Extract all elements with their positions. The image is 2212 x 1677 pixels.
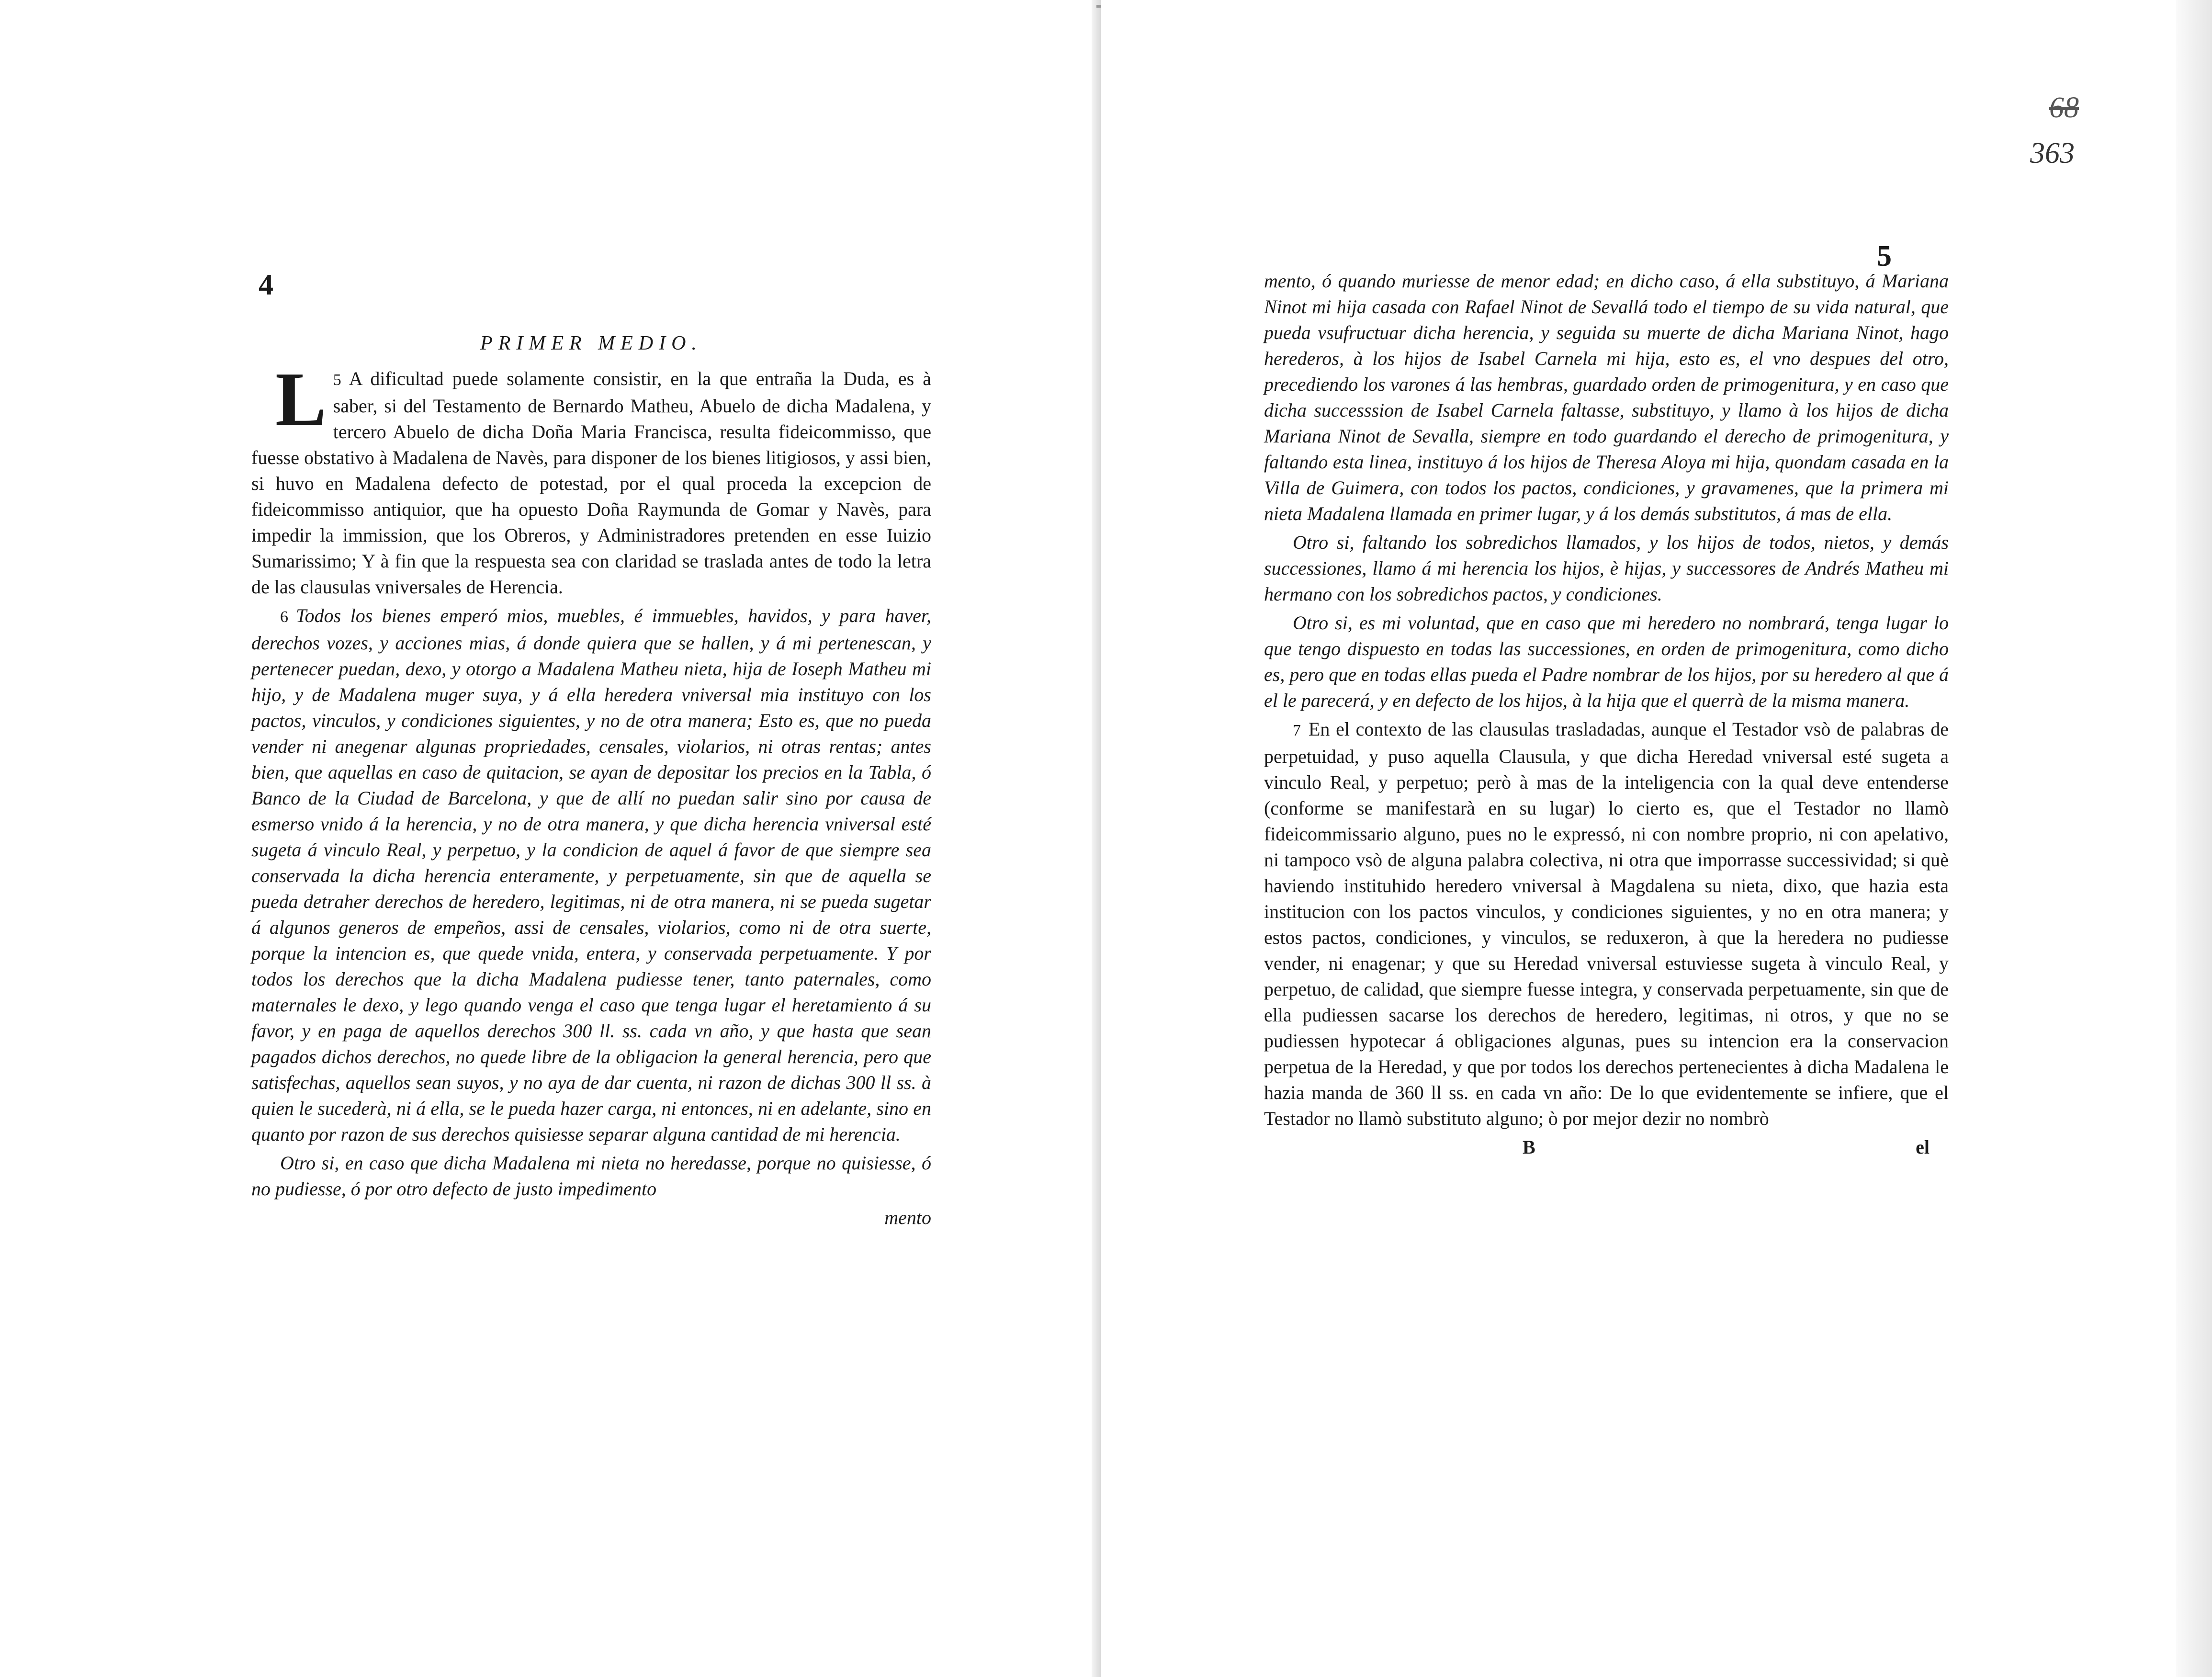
paragraph-7 bbox=[1264, 716, 1949, 1132]
paragraph-otro-si-2: Otro si, es mi voluntad, que en caso que mi heredero no nombrará, tenga lugar lo que tengo dispuesto en todas las successiones, en orden de primogenitura, como dicho es, pero que en todas ellas pueda el Padre nombrar de los hijos, por su heredero al que á el le parecerá, y en defecto de los hijos, à la hija que el querrà de la misma manera. bbox=[1264, 612, 1949, 711]
paragraph-number: 5 bbox=[333, 371, 341, 389]
left-text-column bbox=[251, 330, 931, 1231]
paragraph-text: A dificultad puede solamente consistir, en la que entraña la Duda, es à saber, si del Testamento de Bernardo Matheu, Abuelo de dicha Madalena, y tercero Abuelo de dicha Doña Maria Francisca, resulta fideicommisso, que fuesse obstativo à Madalena de Navès, para disponer de los bienes litigiosos, y assi bien, si huvo en Madalena defecto de potestad, por el qual proceda la excepcion de fideicommisso antiquior, que ha opuesto Doña Raymunda de Gomar y Navès, para impedir la immission, que los Obreros, y Administradores pretenden en esse Iuizio Sumarissimo; Y à fin que la respuesta sea con claridad se traslada antes de todo la letra de las clausulas vniversales de Herencia. bbox=[251, 368, 931, 598]
paragraph-text: En el contexto de las clausulas trasladadas, aunque el Testador vsò de palabras de perpetuidad, y puso aquella Clausula, y que dicha Heredad vniversal esté sugeta a vinculo Real, y perpetuo; però à mas de la inteligencia con la qual deve entenderse (conforme se manifestarà en su lugar) lo cierto es, que el Testador no llamò fideicommissario alguno, pues no le expressó, ni con nombre proprio, ni con apelativo, ni tampoco vsò de alguna palabra colectiva, ni otra que imporrasse successividad; si què haviendo instituhido heredero vniversal à Magdalena su nieta, dixo, que hazia esta institucion con los pactos vinculos, y condiciones siguientes, y no en otra manera; y estos pactos, condiciones, y vinculos, se reduxeron, à que la heredera no pudiesse vender, ni enagenar; y que su Heredad vniversal estuviesse sugeta à vinculo Real, y perpetuo, de calidad, que siempre fuesse integra, y conservada perpetuamente, sin que de ella pudiessen sacarse los derechos de heredero, legitimas, ni otros, y que no se pudiessen hypotecar á obligaciones algunas, pues su intencion era la conservacion perpetua de la Heredad, y que por todos los derechos pertenecientes à dicha Madalena le hazia manda de 360 ll ss. en cada vn año: De lo que evidentemente se infiere, que el Testador no llamò substituto alguno; ò por mejor dezir no nombrò bbox=[1264, 718, 1949, 1129]
footer-row bbox=[1264, 1134, 1949, 1160]
drop-cap: L bbox=[275, 356, 327, 442]
page-number-right: 5 bbox=[1877, 240, 1892, 272]
paragraph-6 bbox=[251, 603, 931, 1147]
paragraph-text: Todos los bienes emperó mios, muebles, é immuebles, havidos, y para haver, derechos vozes, y acciones mias, á donde quiera que se hallen, y á mi pertenescan, y pertenecer puedan, dexo, y otorgo a Madalena Matheu nieta, hija de Ioseph Matheu mi hijo, y de Madalena muger suya, y á ella heredera vniversal mia instituyo con los pactos, vinculos, y condiciones siguientes, y no de otra manera; Esto es, que no pueda vender ni anegenar algunas propriedades, censales, violarios, ni otras rentas; antes bien, que aquellas en caso de quitacion, se ayan de depositar los precios en la Tabla, ó Banco de la Ciudad de Barcelona, y que de allí no puedan salir sino por causa de esmerso vnido á la herencia, y no de otra manera, y que dicha herencia vniversal esté sugeta á vinculo Real, y perpetuo, y la condicion de aquel á favor de que siempre sea conservada la dicha herencia enteramente, y perpetuamente, sin que de aquella se pueda detraher derechos de heredero, legitimas, ni de otra manera, ni se pueda sugetar á algunos generos de empeños, assi de censales, violarios, como ni de otra suerte, porque la intencion es, que quede vnida, entera, y conservada perpetuamente. Y por todos los derechos que la dicha Madalena pudiesse tener, tanto paternales, como maternales le dexo, y lego quando venga el caso que tenga lugar el heretamiento á su favor, y en paga de aquellos derechos 300 ll. ss. cada vn año, y que hasta que sean pagados dichos derechos, no quede libre de la obligacion la general herencia, pero que satisfechas, aquellos sean suyos, y no aya de dar cuenta, ni razon de dichas 300 ll ss. à quien le sucederà, ni á ella, se le pueda hazer carga, ni entonces, ni en adelante, sino en quanto por razon de sus derechos quisiesse separar alguna cantidad de mi herencia. bbox=[251, 605, 931, 1145]
paragraph-5 bbox=[251, 356, 931, 600]
paragraph-number: 7 bbox=[1293, 722, 1301, 739]
catchword-right: el bbox=[1916, 1136, 1930, 1158]
catchword-left: mento bbox=[884, 1207, 931, 1228]
paragraph-continuation: mento, ó quando muriesse de menor edad; en dicho caso, á ella substituyo, á Mariana Ninot mi hija casada con Rafael Ninot de Sevallá todo el tiempo de su vida natural, que pueda vsufructuar dicha herencia, y seguida su muerte de dicha Mariana Ninot, hago herederos, à los hijos de Isabel Carnela mi hija, esto es, el vno despues del otro, precediendo los varones á las hembras, guardado orden de primogenitura, y en caso que dicha successsion de Isabel Carnela faltasse, substituyo, y llamo à los hijos de dicha Mariana Ninot de Sevalla, siempre en todo guardando el derecho de primogenitura, y faltando esta linea, instituyo á los hijos de Theresa Aloya mi hija, quondam casada en la Villa de Guimera, con todos los pactos, condiciones, y gravamenes, que la primera mi nieta Madalena llamada en primer lugar, y á los demás substitutos, á mas de ella. bbox=[1264, 270, 1949, 524]
handwritten-folio-number: 363 bbox=[2030, 137, 2075, 170]
section-heading: PRIMER MEDIO. bbox=[480, 332, 702, 354]
paragraph-otro-si-1: Otro si, faltando los sobredichos llamados, y los hijos de todos, nietos, y demás successiones, llamo á mi herencia los hijos, è hijas, y successores de Andrés Matheu mi hermano con los sobredichos pactos, y condiciones. bbox=[1264, 532, 1949, 605]
page-edge bbox=[2176, 0, 2212, 1677]
paragraph-otro-si: Otro si, en caso que dicha Madalena mi nieta no heredasse, porque no quisiesse, ó no pudiesse, ó por otro defecto de justo impedimento bbox=[251, 1152, 931, 1200]
signature-mark: B bbox=[1523, 1136, 1535, 1158]
struck-folio-number: 68 bbox=[2049, 91, 2079, 124]
paragraph-number: 6 bbox=[280, 608, 288, 626]
left-page bbox=[0, 0, 1101, 1677]
page-number-left: 4 bbox=[259, 269, 273, 301]
right-text-column bbox=[1264, 268, 1949, 1160]
